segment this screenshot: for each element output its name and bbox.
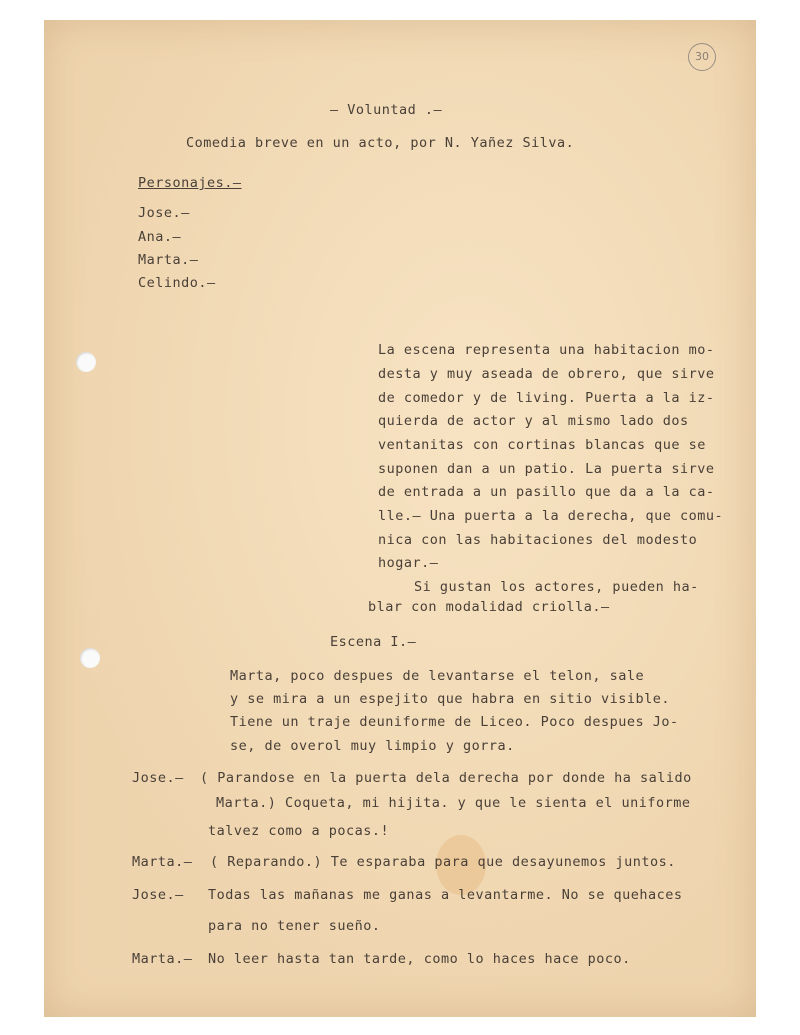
speaker-name: Jose.– xyxy=(132,887,184,903)
dialogue-line: ( Reparando.) Te esparaba para que desayunemos juntos. xyxy=(210,854,676,870)
stage-direction-line: lle.– Una puerta a la derecha, que comu- xyxy=(378,508,724,524)
punch-hole-bottom xyxy=(80,648,100,668)
dialogue-line: Todas las mañanas me ganas a levantarme. No se quehaces xyxy=(208,887,683,903)
stage-direction-line: desta y muy aseada de obrero, que sirve xyxy=(378,366,715,382)
dialogue-line: ( Parandose en la puerta dela derecha por donde ha salido xyxy=(200,770,692,786)
stage-direction-line: quierda de actor y al mismo lado dos xyxy=(378,413,689,429)
stage-direction-line: nica con las habitaciones del modesto xyxy=(378,532,698,548)
speaker-name: Jose.– xyxy=(132,770,184,786)
speaker-name: Marta.– xyxy=(132,854,193,870)
dialogue-line: talvez como a pocas.! xyxy=(208,823,390,839)
personaje-item: Marta.– xyxy=(138,252,199,268)
stage-direction-line: La escena representa una habitacion mo- xyxy=(378,342,715,358)
stage-direction-line: de entrada a un pasillo que da a la ca- xyxy=(378,484,715,500)
stage-direction-line: hogar.– xyxy=(378,555,439,571)
personajes-heading: Personajes.– xyxy=(138,175,242,191)
page-number-stamp: 30 xyxy=(688,43,716,71)
scene-heading: Escena I.– xyxy=(330,634,417,650)
scene-description-line: Tiene un traje deuniforme de Liceo. Poco despues Jo- xyxy=(230,714,679,730)
punch-hole-top xyxy=(76,352,96,372)
stage-direction-line: blar con modalidad criolla.– xyxy=(368,599,610,615)
personaje-item: Celindo.– xyxy=(138,275,216,291)
stage-direction-line: ventanitas con cortinas blancas que se xyxy=(378,437,706,453)
scene-description-line: se, de overol muy limpio y gorra. xyxy=(230,738,515,754)
scene-description-line: y se mira a un espejito que habra en sitio visible. xyxy=(230,691,671,707)
personaje-item: Ana.– xyxy=(138,229,182,245)
stage-direction-line: suponen dan a un patio. La puerta sirve xyxy=(378,461,715,477)
dialogue-line: para no tener sueño. xyxy=(208,918,381,934)
stage-direction-line: de comedor y de living. Puerta a la iz- xyxy=(378,390,715,406)
play-subtitle: Comedia breve en un acto, por N. Yañez Silva. xyxy=(186,135,575,151)
stage-direction-line: Si gustan los actores, pueden ha- xyxy=(414,579,699,595)
dialogue-line: Marta.) Coqueta, mi hijita. y que le sienta el uniforme xyxy=(216,795,691,811)
scene-description-line: Marta, poco despues de levantarse el telon, sale xyxy=(230,668,645,684)
play-title: – Voluntad .– xyxy=(330,102,443,118)
personaje-item: Jose.– xyxy=(138,205,190,221)
dialogue-line: No leer hasta tan tarde, como lo haces hace poco. xyxy=(208,951,631,967)
speaker-name: Marta.– xyxy=(132,951,193,967)
